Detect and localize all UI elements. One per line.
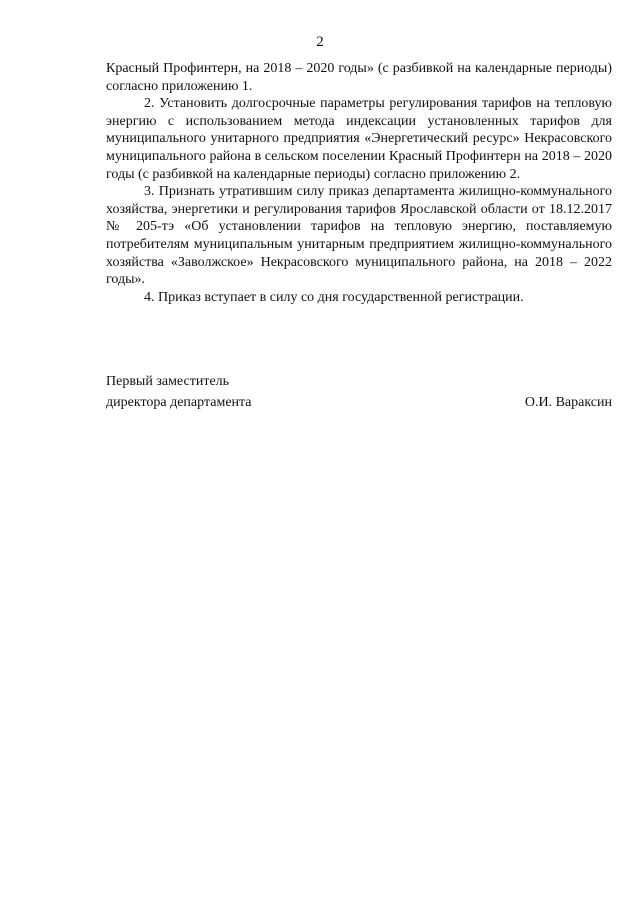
paragraph-continuation: Красный Профинтерн, на 2018 – 2020 годы» (с разбивкой на календарные периоды) согласно приложению 1. (106, 61, 612, 94)
signer-position-line-1: Первый заместитель (106, 374, 230, 389)
signature-block (106, 371, 612, 413)
document-body (106, 60, 612, 306)
signer-position-line-2: директора департамента (106, 395, 252, 410)
paragraph-item-2: 2. Установить долгосрочные параметры регулирования тарифов на тепловую энергию с использованием метода индексации установленных тарифов для муниципального унитарного предприятия «Энергетический ресурс» Некрасовского муниципального района в сельском поселении Красный Профинтерн на 2018 – 2020 годы (с разбивкой на календарные периоды) согласно приложению 2. (106, 96, 612, 182)
signer-name: О.И. Вараксин (524, 395, 612, 410)
signature-row (106, 392, 612, 413)
paragraph-item-3: 3. Признать утратившим силу приказ департамента жилищно-коммунального хозяйства, энергетики и регулирования тарифов Ярославской области от 18.12.2017 № 205-тэ «Об установлении тарифов на тепловую энергию, поставляемую потребителям муниципальным унитарным предприятием жилищно-коммунального хозяйства «Заволжское» Некрасовского муниципального района, на 2018 – 2022 годы». (106, 184, 612, 288)
page-number: 2 (316, 34, 324, 50)
paragraph-item-4: 4. Приказ вступает в силу со дня государственной регистрации. (144, 289, 524, 305)
